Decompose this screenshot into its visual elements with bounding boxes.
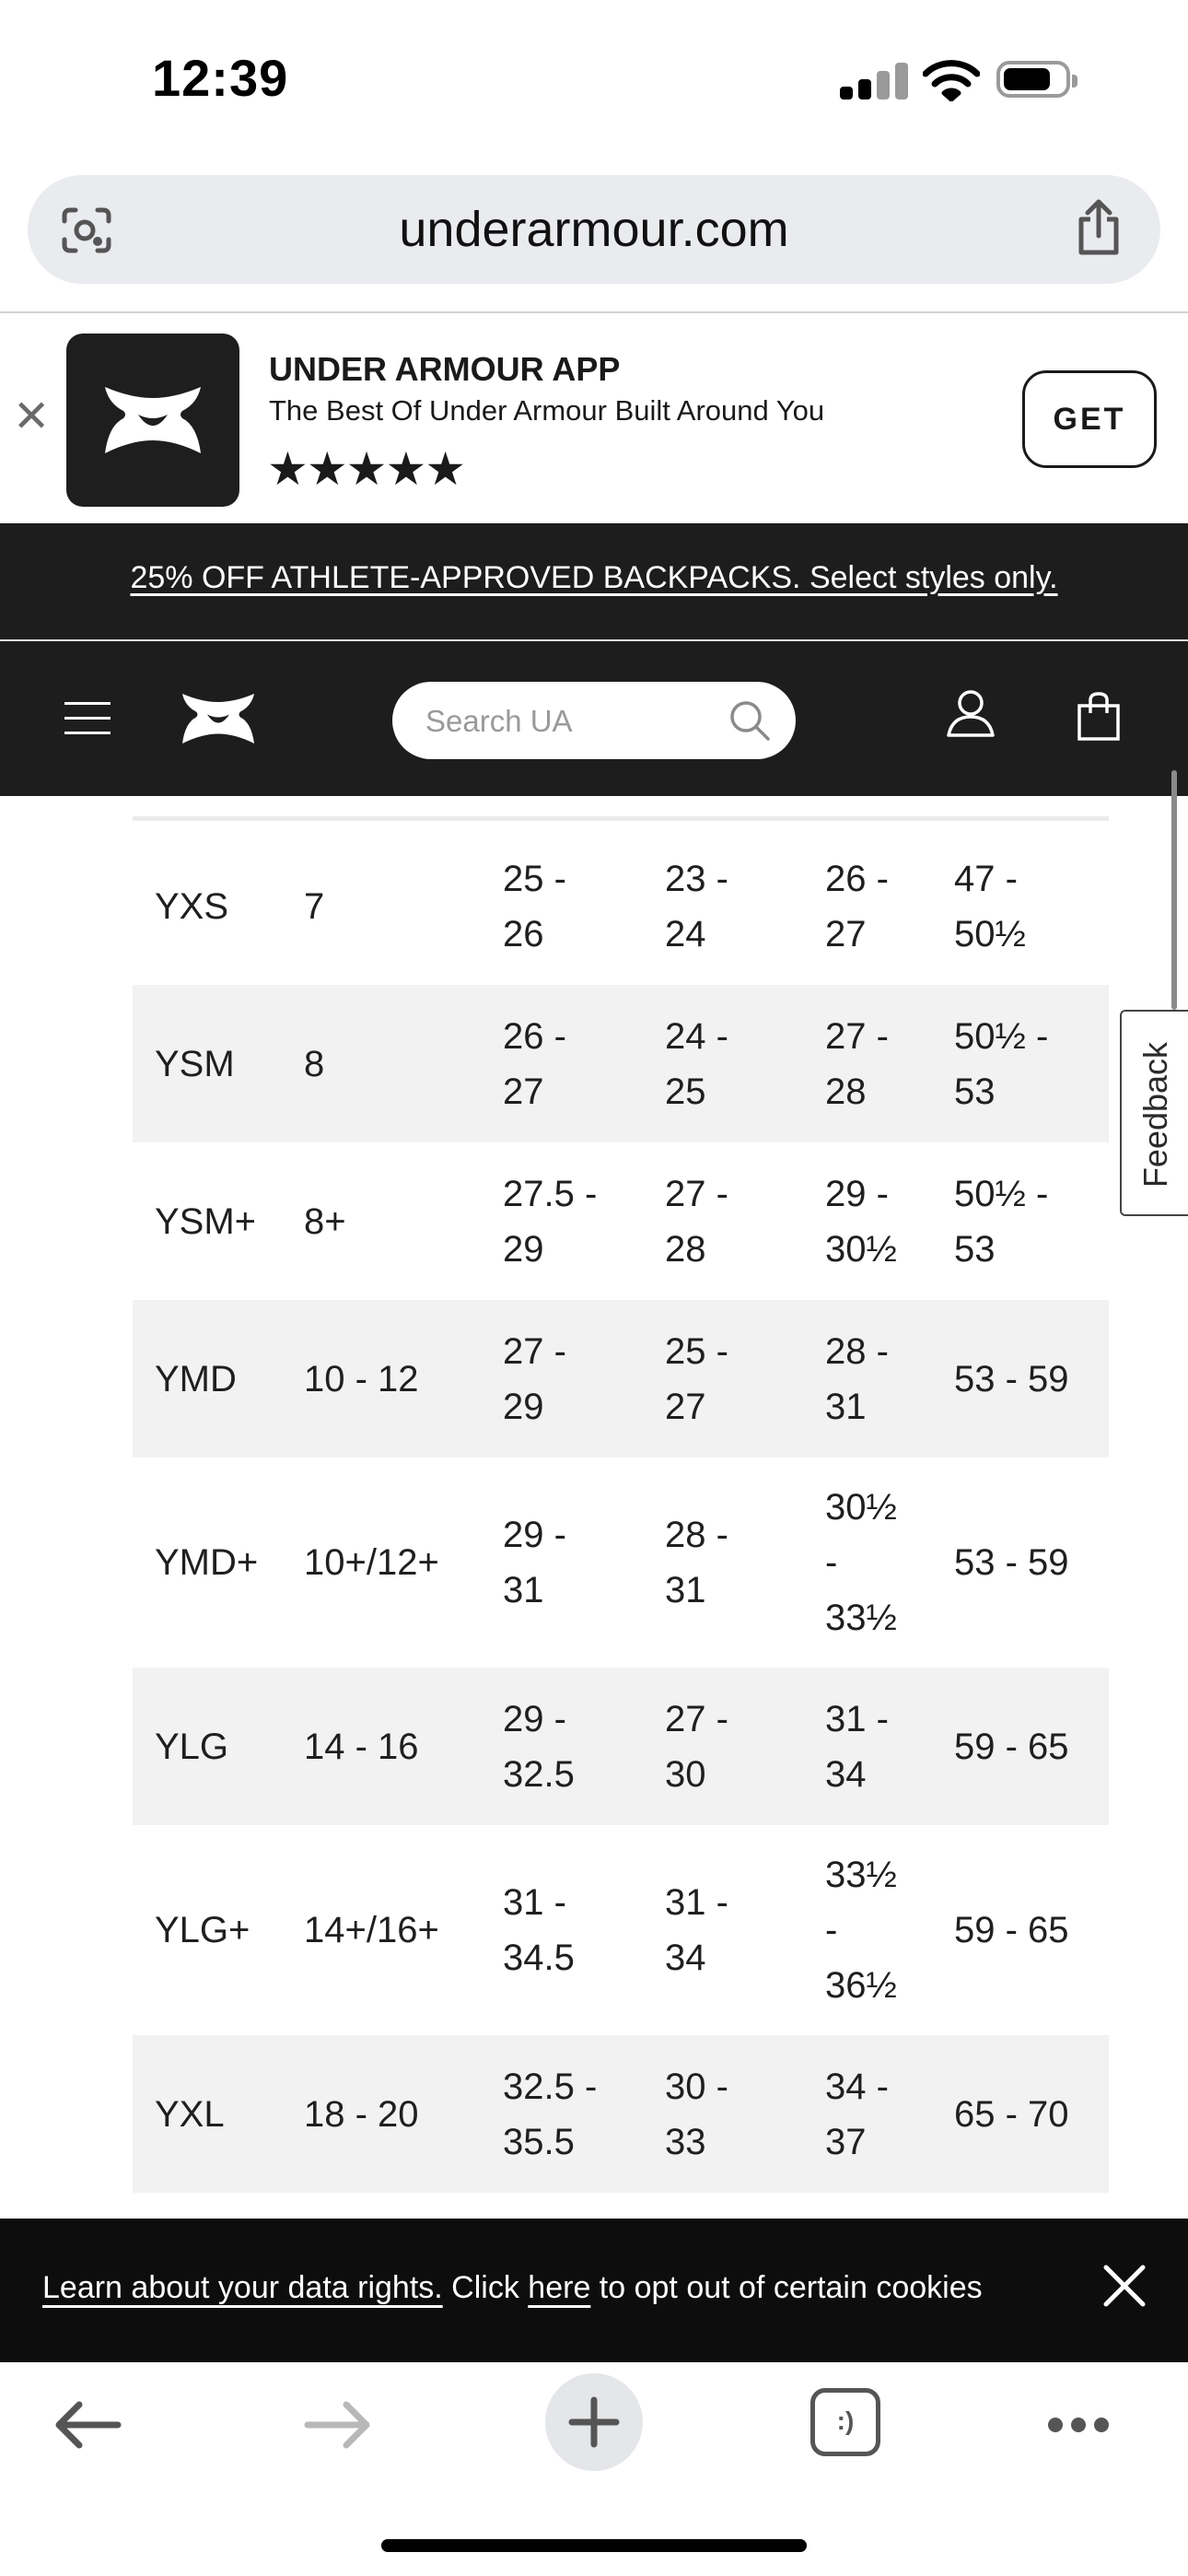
table-cell [665, 1300, 823, 1458]
table-row [133, 1668, 1109, 1825]
cell-text [825, 1324, 889, 1434]
cell-line: 28 [825, 1071, 867, 1112]
cell-text [155, 1535, 258, 1590]
cell-text [665, 1507, 728, 1618]
cell-line: 35.5 [503, 2121, 575, 2162]
cell-line: 53 - 59 [954, 1542, 1069, 1583]
cell-line: 27 - [503, 1330, 566, 1372]
table-cell [665, 1668, 823, 1825]
tabs-icon[interactable]: :) [810, 2388, 880, 2456]
table-cell [503, 827, 663, 985]
table-cell [665, 1825, 823, 2035]
cell-text [954, 1166, 1048, 1277]
table-cell [155, 985, 293, 1142]
table-divider [133, 816, 1109, 821]
cell-line: 8+ [304, 1200, 346, 1242]
cell-line: 50½ - [954, 1173, 1049, 1214]
cell-line: 30 - [665, 2066, 728, 2107]
cell-text [954, 1352, 1069, 1407]
cell-line: 29 [503, 1386, 544, 1427]
promo-bar [0, 523, 1188, 639]
table-cell [304, 985, 503, 1142]
app-icon[interactable] [66, 334, 239, 507]
rating-stars-icon: ★★★★★ [267, 443, 465, 495]
cell-text [665, 851, 728, 962]
shopping-bag-icon[interactable] [1076, 691, 1122, 743]
new-tab-button[interactable] [545, 2373, 643, 2471]
cell-text [304, 879, 324, 934]
table-cell [155, 1668, 293, 1825]
more-icon[interactable] [1048, 2418, 1117, 2437]
cell-line: 50½ - [954, 1015, 1049, 1057]
hamburger-menu-icon[interactable] [64, 702, 111, 746]
cell-line: 8 [304, 1043, 325, 1084]
table-cell [954, 1668, 1109, 1825]
table-cell [825, 1142, 949, 1300]
cell-line: 26 - [503, 1015, 566, 1057]
cell-text [503, 1875, 575, 1985]
promo-link[interactable]: 25% OFF ATHLETE-APPROVED BACKPACKS. Select styles only. [130, 560, 1058, 595]
cell-text [825, 1847, 897, 2013]
cell-text [503, 1692, 575, 1802]
cell-text [155, 879, 228, 934]
smart-app-banner [0, 313, 1188, 523]
table-cell [825, 1825, 949, 2035]
table-cell [155, 1300, 293, 1458]
cell-text [665, 1009, 728, 1119]
table-row [133, 1458, 1109, 1668]
table-cell [825, 1300, 949, 1458]
cell-line: 27 - [665, 1698, 728, 1739]
cell-line: 50½ [954, 913, 1026, 954]
cell-text [825, 1480, 897, 1645]
table-cell [954, 985, 1109, 1142]
table-cell [304, 1142, 503, 1300]
cell-line: 30½ [825, 1487, 897, 1528]
cell-line: - [825, 1542, 838, 1583]
cell-text [825, 851, 889, 962]
cell-line: 53 [954, 1071, 996, 1112]
table-cell [155, 1458, 293, 1668]
cell-text [665, 1324, 728, 1434]
cell-line: YLG+ [155, 1910, 250, 1950]
search-input[interactable] [392, 682, 796, 759]
table-cell [954, 1142, 1109, 1300]
cell-line: 25 [665, 1071, 706, 1112]
cell-line: 25 - [665, 1330, 728, 1372]
under-armour-logo-icon[interactable] [175, 691, 262, 746]
search-icon[interactable] [728, 698, 772, 743]
cell-line: 27.5 - [503, 1173, 598, 1214]
cell-line: 25 - [503, 858, 566, 899]
cell-line: YXS [155, 885, 229, 927]
cell-line: 36½ [825, 1965, 897, 2006]
table-cell [825, 2035, 949, 2193]
cell-line: 34 - [825, 2066, 889, 2107]
cell-text [155, 1352, 237, 1407]
cell-text [954, 851, 1026, 962]
cell-line: 27 [825, 913, 867, 954]
status-time: 12:39 [152, 49, 289, 107]
table-cell [304, 1458, 503, 1668]
banner-subtitle: The Best Of Under Armour Built Around You [269, 394, 825, 427]
cell-line: YLG [155, 1726, 229, 1767]
cell-text [304, 1352, 419, 1407]
table-cell [954, 2035, 1109, 2193]
cell-line: 26 [503, 913, 544, 954]
close-icon[interactable] [1101, 2263, 1147, 2309]
cellular-signal-icon [840, 63, 908, 100]
cell-text [503, 1507, 566, 1618]
cell-line: 28 [665, 1228, 706, 1270]
cell-line: YSM+ [155, 1200, 257, 1242]
table-cell [503, 1668, 663, 1825]
cell-text [304, 2087, 419, 2142]
cell-line: 7 [304, 885, 325, 927]
table-cell [155, 2035, 293, 2193]
cell-text [665, 2059, 728, 2170]
table-cell [825, 1458, 949, 1668]
cell-line: 33 [665, 2121, 706, 2162]
table-cell [155, 827, 293, 985]
cell-line: 32.5 [503, 1753, 575, 1795]
cell-line: 28 - [665, 1515, 728, 1555]
cell-line: 27 [503, 1071, 544, 1112]
cell-line: 31 [665, 1570, 706, 1610]
scrollbar[interactable] [1171, 770, 1177, 1010]
table-cell [503, 1300, 663, 1458]
cell-line: 29 [503, 1228, 544, 1270]
table-cell [665, 1142, 823, 1300]
table-cell [304, 1668, 503, 1825]
cell-text [665, 1692, 728, 1802]
cell-text [155, 2087, 225, 2142]
cell-line: 34 [825, 1753, 867, 1795]
feedback-tab[interactable] [1120, 1010, 1188, 1216]
cell-text [503, 2059, 597, 2170]
cell-text [155, 1194, 256, 1249]
cell-text [954, 2087, 1069, 2142]
table-cell [304, 2035, 503, 2193]
cell-line: 27 [665, 1386, 706, 1427]
cell-line: 31 [825, 1386, 867, 1427]
status-bar [0, 0, 1188, 166]
table-cell [954, 827, 1109, 985]
under-armour-logo-icon [98, 383, 208, 457]
cell-text [503, 1324, 566, 1434]
cell-text [304, 1903, 439, 1958]
cell-text [503, 1009, 566, 1119]
cell-line: 59 - 65 [954, 1910, 1069, 1950]
table-cell [503, 1825, 663, 2035]
account-icon[interactable] [945, 687, 996, 739]
table-cell [954, 1458, 1109, 1668]
cell-text [304, 1719, 419, 1774]
cell-line: 33½ [825, 1855, 897, 1895]
cell-line: 30½ [825, 1228, 897, 1270]
cell-text [825, 1692, 889, 1802]
table-cell [503, 985, 663, 1142]
cell-text [304, 1194, 346, 1249]
table-cell [304, 827, 503, 985]
cell-text [503, 851, 566, 962]
cell-line: 34 [665, 1938, 706, 1978]
cell-text [304, 1036, 324, 1092]
cell-line: 10 - 12 [304, 1358, 419, 1399]
data-rights-link[interactable]: Learn about your data rights. [42, 2270, 443, 2305]
cell-line: 14 - 16 [304, 1726, 419, 1767]
table-cell [825, 1668, 949, 1825]
table-cell [665, 985, 823, 1142]
table-cell [954, 1300, 1109, 1458]
table-cell [825, 985, 949, 1142]
cell-text [503, 1166, 597, 1277]
table-cell [665, 2035, 823, 2193]
cell-line: YMD+ [155, 1542, 259, 1583]
search-placeholder: Search UA [425, 704, 573, 738]
cell-line: YSM [155, 1043, 235, 1084]
cell-text [304, 1535, 439, 1590]
plus-icon [568, 2396, 620, 2448]
cell-line: 31 - [825, 1698, 889, 1739]
cell-line: 29 - [503, 1698, 566, 1739]
cell-line: 32.5 - [503, 2066, 598, 2107]
cell-text [825, 1009, 889, 1119]
cell-line: 27 - [665, 1173, 728, 1214]
cookie-notice [0, 2219, 1188, 2362]
cell-line: 31 - [665, 1882, 728, 1923]
table-cell [503, 1142, 663, 1300]
wifi-icon [923, 59, 980, 101]
cell-line: 14+/16+ [304, 1910, 439, 1950]
table-cell [304, 1825, 503, 2035]
size-chart-table [133, 796, 1109, 2219]
back-arrow-icon[interactable] [52, 2399, 122, 2451]
table-row [133, 2035, 1109, 2193]
cell-line: YMD [155, 1358, 237, 1399]
cell-text [954, 1719, 1069, 1774]
cell-line: 53 - 59 [954, 1358, 1069, 1399]
cell-text [665, 1875, 728, 1985]
banner-close-icon[interactable]: ✕ [13, 392, 51, 441]
cookie-text [42, 2270, 983, 2306]
table-cell [665, 827, 823, 985]
home-indicator [381, 2539, 807, 2552]
cell-line: 23 - [665, 858, 728, 899]
cell-text [825, 1166, 897, 1277]
forward-arrow-icon[interactable] [304, 2399, 374, 2451]
get-app-button[interactable]: GET [1022, 370, 1157, 468]
cell-line: 47 - [954, 858, 1018, 899]
cell-line: 27 - [825, 1015, 889, 1057]
table-row [133, 1825, 1109, 2035]
cell-line: 34.5 [503, 1938, 575, 1978]
table-cell [304, 1300, 503, 1458]
url-bar[interactable] [28, 175, 1160, 284]
cell-line: 18 - 20 [304, 2093, 419, 2135]
cell-line: 31 - [503, 1882, 566, 1923]
cell-line: - [825, 1910, 838, 1950]
cell-line: 33½ [825, 1598, 897, 1638]
cell-line: 37 [825, 2121, 867, 2162]
cell-line: 29 - [825, 1173, 889, 1214]
cell-line: 31 [503, 1570, 544, 1610]
cell-line: 53 [954, 1228, 996, 1270]
cell-line: 29 - [503, 1515, 566, 1555]
cookie-text-part: to opt out of certain cookies [590, 2270, 983, 2305]
table-row [133, 1142, 1109, 1300]
cookie-text-part: Click [442, 2270, 529, 2305]
cell-line: 28 - [825, 1330, 889, 1372]
cell-line: 30 [665, 1753, 706, 1795]
battery-icon [996, 61, 1070, 98]
table-row [133, 1300, 1109, 1458]
cell-line: 10+/12+ [304, 1542, 439, 1583]
cell-text [954, 1009, 1048, 1119]
table-row [133, 985, 1109, 1142]
table-cell [503, 2035, 663, 2193]
cell-text [954, 1535, 1069, 1590]
cell-line: 59 - 65 [954, 1726, 1069, 1767]
feedback-label: Feedback [1136, 1041, 1174, 1188]
table-cell [954, 1825, 1109, 2035]
cell-line: 65 - 70 [954, 2093, 1069, 2135]
cell-line: YXL [155, 2093, 225, 2135]
cell-line: 24 - [665, 1015, 728, 1057]
table-cell [155, 1825, 293, 2035]
cell-text [155, 1719, 228, 1774]
cell-text [155, 1036, 235, 1092]
cell-text [825, 2059, 889, 2170]
url-domain[interactable]: underarmour.com [399, 202, 789, 257]
site-header [0, 641, 1188, 796]
share-icon[interactable] [1074, 199, 1124, 258]
banner-title: UNDER ARMOUR APP [269, 350, 621, 388]
cell-line: 24 [665, 913, 706, 954]
table-cell [665, 1458, 823, 1668]
table-cell [825, 827, 949, 985]
cell-line: 26 - [825, 858, 889, 899]
cell-text [665, 1166, 728, 1277]
cell-text [155, 1903, 250, 1958]
opt-out-link[interactable]: here [528, 2270, 591, 2305]
table-row [133, 827, 1109, 985]
table-cell [155, 1142, 293, 1300]
cell-text [954, 1903, 1069, 1958]
table-cell [503, 1458, 663, 1668]
